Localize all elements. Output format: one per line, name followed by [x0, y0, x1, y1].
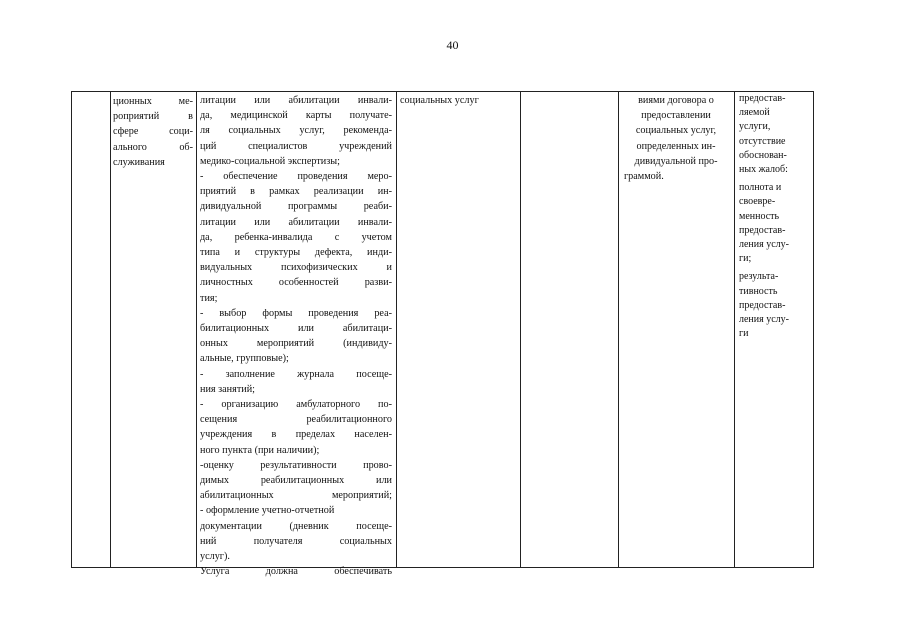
cell-text-line: граммой.	[624, 171, 664, 183]
cell-text-line: - обеспечение проведения меро-	[200, 171, 392, 183]
indicator-text-line: ги	[739, 328, 749, 340]
indicator-text-line: ных жалоб:	[739, 164, 788, 176]
indicator-text-line: услуги,	[739, 121, 771, 133]
indicator-text-line: предостав-	[739, 93, 786, 104]
cell-text-line: виями договора о	[638, 95, 714, 106]
page-number: 40	[446, 38, 459, 52]
cell-text-line: димых реабилитационных или	[200, 475, 392, 487]
cell-service-conditions	[622, 93, 730, 184]
indicator-text-line: своевре-	[739, 196, 776, 208]
cell-text-line: литации или абилитации инвали-	[200, 95, 392, 106]
cell-text-line: типа и структуры дефекта, инди-	[200, 247, 392, 259]
cell-activity-area	[113, 94, 193, 170]
cell-service-standard	[400, 93, 516, 108]
cell-text-line: сещения реабилитационного	[200, 414, 392, 426]
cell-text-line: - заполнение журнала посеще-	[200, 368, 392, 380]
cell-quality-indicators	[739, 92, 810, 341]
indicator-text-line: тивность	[739, 285, 778, 297]
cell-text-line: ля социальных услуг, рекоменда-	[200, 125, 392, 137]
indicator-text-line: полнота и	[739, 182, 782, 194]
cell-text-line: услуг).	[200, 551, 230, 563]
cell-text-line: билитационных или абилитаци-	[200, 323, 392, 335]
cell-text-line: альные, групповые);	[200, 353, 289, 365]
indicator-text-line: предостав-	[739, 299, 786, 311]
cell-service-description	[200, 93, 392, 580]
cell-text-line: ний получателя социальных	[200, 535, 392, 547]
cell-text-line: социальных услуг	[400, 95, 479, 106]
cell-text-line: абилитационных мероприятий;	[200, 490, 392, 502]
cell-text-line: - оформление учетно-отчетной	[200, 505, 335, 517]
cell-text-line: служивания	[113, 156, 165, 168]
cell-text-line: ционных ме-	[113, 96, 193, 107]
indicator-text-line: результа-	[739, 271, 779, 283]
cell-text-line: социальных услуг,	[635, 125, 717, 137]
indicator-text-line: отсутствие	[739, 135, 786, 147]
cell-text-line: роприятий в	[113, 111, 193, 123]
cell-text-line: онных мероприятий (индивиду-	[200, 338, 392, 350]
cell-text-line: - организацию амбулаторного по-	[200, 399, 392, 411]
indicator-text-line: ляемой	[739, 107, 770, 119]
indicator-text-line: ги;	[739, 253, 752, 265]
cell-text-line: ций специалистов учреждений	[200, 140, 392, 152]
indicator-text-line: предостав-	[739, 224, 786, 236]
cell-text-line: предоставлении	[641, 110, 711, 122]
indicator-text-line: ления услу-	[739, 239, 789, 251]
cell-text-line: медико-социальной экспертизы;	[200, 155, 340, 167]
indicator-text-line: ления услу-	[739, 314, 789, 326]
cell-text-line: тия;	[200, 292, 218, 304]
cell-text-line: приятий в рамках реализации ин-	[200, 186, 392, 198]
cell-text-line: дивидуальной про-	[634, 155, 718, 167]
cell-text-line: личностных особенностей разви-	[200, 277, 392, 289]
cell-text-line: ния занятий;	[200, 383, 256, 395]
cell-text-line: документации (дневник посеще-	[200, 520, 392, 532]
cell-text-line: литации или абилитации инвали-	[200, 216, 392, 228]
cell-text-line: определенных ин-	[636, 140, 716, 152]
cell-text-line: ального об-	[113, 141, 193, 153]
indicator-text-line: обоснован-	[739, 149, 787, 161]
cell-text-line: Услуга должна обеспечивать	[200, 566, 392, 578]
cell-text-line: да, ребенка-инвалида с учетом	[200, 231, 392, 243]
cell-text-line: учреждения в пределах населен-	[200, 429, 392, 441]
cell-text-line: сфере соци-	[113, 126, 193, 138]
cell-text-line: видуальных психофизических и	[200, 262, 392, 274]
cell-text-line: -оценку результативности прово-	[200, 459, 392, 471]
cell-text-line: дивидуальной программы реаби-	[200, 201, 392, 213]
cell-text-line: да, медицинской карты получате-	[200, 110, 392, 122]
indicator-text-line: менность	[739, 210, 780, 222]
cell-text-line: - выбор формы проведения реа-	[200, 307, 392, 319]
cell-text-line: ного пункта (при наличии);	[200, 444, 320, 456]
